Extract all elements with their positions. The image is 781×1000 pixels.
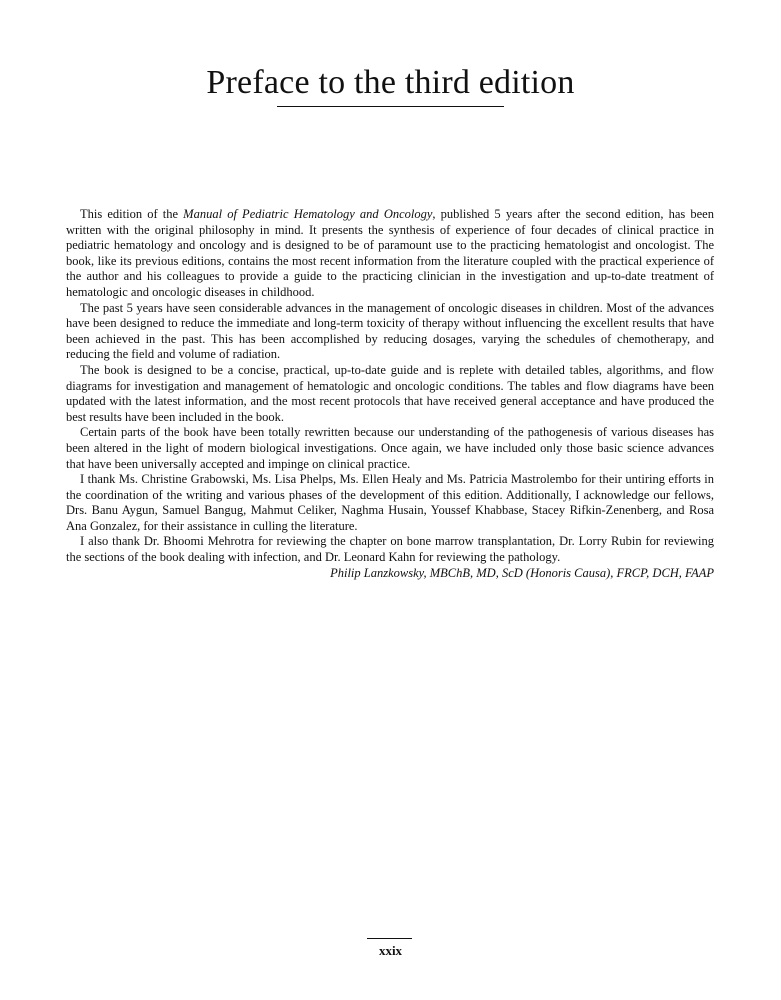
preface-paragraph-4: Certain parts of the book have been totally rewritten because our understanding of the pathogenesis of various diseases has been altered in the light of modern biological investigations. Once again, we have included only those basic science advances that have been universally accepted and impinge on clinical practice. — [66, 425, 714, 471]
paragraph-1-intro: This edition of the — [80, 207, 184, 221]
author-signature: Philip Lanzkowsky, MBChB, MD, ScD (Honoris Causa), FRCP, DCH, FAAP — [330, 565, 714, 580]
title-underline — [277, 106, 504, 107]
preface-paragraph-1 — [66, 207, 714, 301]
preface-paragraph-3: The book is designed to be a concise, practical, up-to-date guide and is replete with detailed tables, algorithms, and flow diagrams for investigation and management of hematologic and oncologic conditions. The tables and flow diagrams have been updated with the latest information, and the most recent protocols that have received general acceptance and have produced the best results have been included in the book. — [66, 362, 714, 424]
page-number-rule — [367, 938, 412, 939]
preface-paragraph-5: I thank Ms. Christine Grabowski, Ms. Lisa Phelps, Ms. Ellen Healy and Ms. Patricia Mastrolembo for their untiring efforts in the coordination of the writing and various phases of the development of this edition. Additionally, I acknowledge our fellows, Drs. Banu Aygun, Samuel Bangug, Mahmut Celiker, Naghma Husain, Youssef Khabbase, Stacey Rifkin-Zenenberg, and Rosa Ana Gonzalez, for their assistance in culling the literature. — [66, 472, 714, 533]
preface-paragraph-2: The past 5 years have seen considerable advances in the management of oncologic diseases in children. Most of the advances have been designed to reduce the immediate and long-term toxicity of therapy without influencing the excellent results that have been achieved in the past. This has been accomplished by reducing dosages, varying the schedules of chemotherapy, and reducing the field and volume of radiation. — [66, 300, 714, 362]
page-number: xxix — [378, 943, 403, 958]
page-title: Preface to the third edition — [206, 64, 575, 101]
paragraph-1-rest: , published 5 years after the second edition, has been written with the original philosophy in mind. It presents the synthesis of experience of four decades of clinical practice in pediatric hematology and oncology and is designed to be of paramount use to the practicing hematologist and oncologist. The book, like its previous editions, contains the most recent information from the literature coupled with the practical experience of the author and his colleagues to provide a guide to the practicing clinician in the investigation and up-to-date treatment of hematologic and oncologic diseases in childhood. — [66, 207, 714, 299]
book-title: Manual of Pediatric Hematology and Oncology — [183, 207, 433, 221]
preface-paragraph-6: I also thank Dr. Bhoomi Mehrotra for reviewing the chapter on bone marrow transplantation, Dr. Lorry Rubin for reviewing the sections of the book dealing with infection, and Dr. Leonard Kahn for reviewing the pathology. — [66, 534, 714, 565]
preface-body — [66, 207, 714, 581]
